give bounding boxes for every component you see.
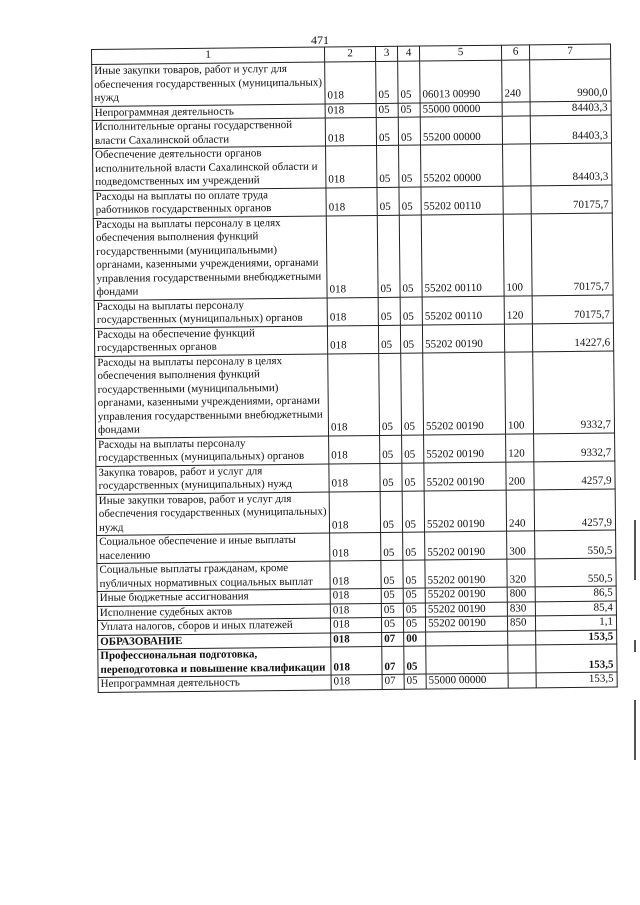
row-name-cell: Исполнение судебных актов xyxy=(97,604,330,621)
row-name-cell: Расходы на обеспечение функций государственных органов xyxy=(94,326,327,356)
row-c2-cell: 018 xyxy=(327,297,378,326)
row-c3-cell: 07 xyxy=(382,646,404,674)
row-name-cell: Обеспечение деятельности органов исполнительной власти Сахалинской области и подведомственных им учреждений xyxy=(93,146,326,190)
row-c6-cell: 300 xyxy=(507,531,535,559)
row-c2-cell: 018 xyxy=(325,118,376,147)
row-c5-cell: 55202 00190 xyxy=(425,587,507,602)
row-c7-cell: 84403,3 xyxy=(530,115,611,144)
row-c7-cell: 70175,7 xyxy=(531,213,613,296)
row-c4-cell: 00 xyxy=(404,632,426,647)
row-c5-cell xyxy=(426,631,508,646)
table-row xyxy=(92,59,611,106)
row-c2-cell: 018 xyxy=(326,146,377,188)
row-c5-cell: 55202 00190 xyxy=(423,352,506,435)
row-name-cell: Расходы на выплаты персоналу государственных (муниципальных) органов xyxy=(96,436,329,466)
row-c2-cell: 018 xyxy=(328,353,380,436)
row-c6-cell xyxy=(508,673,536,688)
row-c2-cell: 018 xyxy=(330,603,381,618)
row-c5-cell: 55202 00190 xyxy=(425,616,507,631)
row-c4-cell: 05 xyxy=(398,61,420,103)
row-name-cell: Закупка товаров, работ и услуг для государственных (муниципальных) нужд xyxy=(96,464,329,494)
row-c4-cell: 05 xyxy=(402,491,424,533)
row-c2-cell: 018 xyxy=(329,463,380,492)
row-c6-cell xyxy=(502,101,530,116)
scan-edge-mark xyxy=(634,700,636,760)
row-c7-cell: 9332,7 xyxy=(533,351,615,434)
row-c6-cell: 200 xyxy=(506,461,534,489)
row-c2-cell: 018 xyxy=(326,187,377,216)
row-c7-cell: 70175,7 xyxy=(532,295,613,324)
row-name-cell: Непрограммная деятельность xyxy=(98,675,331,692)
header-cell: 1 xyxy=(92,47,325,64)
row-c3-cell: 05 xyxy=(377,145,399,187)
row-c3-cell: 05 xyxy=(381,532,403,560)
row-c2-cell: 018 xyxy=(331,646,382,675)
row-c4-cell: 05 xyxy=(400,297,422,325)
scan-edge-mark xyxy=(634,640,636,652)
row-c7-cell: 9900,0 xyxy=(530,59,611,101)
row-c2-cell: 018 xyxy=(325,103,376,118)
row-c6-cell: 850 xyxy=(507,616,535,631)
row-c7-cell: 153,5 xyxy=(536,644,617,673)
row-c5-cell: 06013 00990 xyxy=(420,60,502,102)
row-c7-cell: 550,5 xyxy=(535,558,616,587)
row-name-cell: ОБРАЗОВАНИЕ xyxy=(98,633,331,650)
row-c3-cell: 05 xyxy=(376,61,398,103)
header-cell: 5 xyxy=(419,45,501,61)
row-c4-cell: 05 xyxy=(404,674,426,689)
row-c4-cell: 05 xyxy=(401,353,424,435)
row-c7-cell: 70175,7 xyxy=(531,185,612,214)
row-c6-cell: 120 xyxy=(506,433,534,461)
row-c5-cell: 55202 00190 xyxy=(422,324,504,353)
row-name-cell: Расходы на выплаты персоналу в целях обеспечения выполнения функций государственными (муниципальными) органами, казенными учреждениями, органами управления государственными внебюджетными фондами xyxy=(95,354,329,438)
table-row xyxy=(93,213,613,300)
row-c5-cell: 55202 00190 xyxy=(425,559,507,588)
page-number: 471 xyxy=(311,33,329,47)
row-c7-cell: 85,4 xyxy=(535,601,616,616)
row-c2-cell: 018 xyxy=(330,532,381,561)
row-c2-cell: 018 xyxy=(325,62,376,104)
row-name-cell: Исполнительные органы государственной власти Сахалинской области xyxy=(92,118,325,148)
row-c5-cell: 55202 00110 xyxy=(421,186,503,215)
row-c4-cell: 05 xyxy=(399,215,422,297)
row-name-cell: Непрограммная деятельность xyxy=(92,104,325,121)
row-c5-cell: 55202 00190 xyxy=(424,490,506,532)
budget-table xyxy=(91,44,618,693)
row-c4-cell: 05 xyxy=(398,117,420,145)
header-cell: 7 xyxy=(529,44,610,60)
row-c5-cell: 55000 00000 xyxy=(420,102,502,117)
header-cell: 3 xyxy=(375,46,397,61)
row-c4-cell: 05 xyxy=(403,588,425,603)
row-c4-cell: 05 xyxy=(403,560,425,588)
row-c6-cell: 100 xyxy=(505,351,534,433)
row-c4-cell: 05 xyxy=(403,532,425,560)
row-c5-cell: 55202 00190 xyxy=(425,602,507,617)
row-c7-cell: 550,5 xyxy=(535,530,616,559)
row-c5-cell xyxy=(426,645,508,674)
row-c2-cell: 018 xyxy=(329,491,380,533)
row-c2-cell: 018 xyxy=(329,435,380,464)
row-c3-cell: 05 xyxy=(381,560,403,588)
row-c7-cell: 4257,9 xyxy=(534,461,615,490)
row-c5-cell: 55200 00000 xyxy=(420,116,502,145)
row-c5-cell: 55202 00190 xyxy=(424,434,506,463)
row-c5-cell: 55202 00190 xyxy=(424,462,506,491)
row-c6-cell: 240 xyxy=(502,60,530,102)
row-c7-cell: 153,5 xyxy=(536,672,617,687)
row-c3-cell: 05 xyxy=(376,117,398,145)
row-name-cell: Социальные выплаты гражданам, кроме публичных нормативных социальных выплат xyxy=(97,561,330,591)
row-c3-cell: 05 xyxy=(377,187,399,215)
row-c7-cell: 9332,7 xyxy=(534,433,615,462)
row-c6-cell: 100 xyxy=(503,213,532,295)
row-c2-cell: 018 xyxy=(331,632,382,647)
row-c2-cell: 018 xyxy=(330,560,381,589)
header-cell: 2 xyxy=(324,47,375,63)
row-c6-cell xyxy=(503,144,531,186)
row-c6-cell xyxy=(503,185,531,213)
row-c4-cell: 05 xyxy=(404,646,426,674)
row-c3-cell: 05 xyxy=(377,215,400,297)
row-c3-cell: 05 xyxy=(380,463,402,491)
scan-edge-mark xyxy=(634,520,636,580)
row-c5-cell: 55202 00190 xyxy=(425,531,507,560)
row-c4-cell: 05 xyxy=(403,617,425,632)
row-c3-cell: 05 xyxy=(381,603,403,618)
row-c7-cell: 84403,3 xyxy=(531,143,612,185)
row-name-cell: Социальное обеспечение и иные выплаты населению xyxy=(97,533,330,563)
row-c4-cell: 05 xyxy=(399,187,421,215)
row-c4-cell: 05 xyxy=(400,325,422,353)
row-name-cell: Расходы на выплаты по оплате труда работников государственных органов xyxy=(93,188,326,218)
row-c2-cell: 018 xyxy=(327,325,378,354)
row-c3-cell: 07 xyxy=(382,632,404,647)
row-c5-cell: 55202 00110 xyxy=(422,296,504,325)
row-c3-cell: 07 xyxy=(382,674,404,689)
row-c4-cell: 05 xyxy=(399,145,421,187)
row-c6-cell: 800 xyxy=(507,587,535,602)
row-c7-cell: 153,5 xyxy=(536,630,617,645)
row-c3-cell: 05 xyxy=(381,588,403,603)
row-c4-cell: 05 xyxy=(402,435,424,463)
row-c7-cell: 84403,3 xyxy=(530,101,611,116)
row-c7-cell: 14227,6 xyxy=(532,323,613,352)
header-cell: 4 xyxy=(397,46,419,61)
row-name-cell: Профессиональная подготовка, переподготовка и повышение квалификации xyxy=(98,647,331,677)
row-c6-cell xyxy=(508,630,536,645)
row-c5-cell: 55202 00000 xyxy=(421,144,503,186)
row-name-cell: Расходы на выплаты персоналу в целях обеспечения выполнения функций государственными (муниципальными) органами, казенными учреждениями, органами управления государственными внебюджетными фондами xyxy=(93,216,327,300)
row-c4-cell: 05 xyxy=(402,463,424,491)
row-c3-cell: 05 xyxy=(376,103,398,118)
row-c3-cell: 05 xyxy=(378,297,400,325)
row-c3-cell: 05 xyxy=(380,435,402,463)
row-name-cell: Расходы на выплаты персоналу государственных (муниципальных) органов xyxy=(94,298,327,328)
row-c3-cell: 05 xyxy=(380,491,402,533)
row-c2-cell: 018 xyxy=(326,215,378,298)
header-cell: 6 xyxy=(501,45,529,60)
row-c4-cell: 05 xyxy=(403,603,425,618)
row-c2-cell: 018 xyxy=(330,617,381,632)
row-c6-cell: 830 xyxy=(507,601,535,616)
row-c4-cell: 05 xyxy=(398,103,420,118)
row-name-cell: Уплата налогов, сборов и иных платежей xyxy=(97,618,330,635)
table-row xyxy=(96,489,615,536)
row-c2-cell: 018 xyxy=(330,588,381,603)
row-c7-cell: 86,5 xyxy=(535,586,616,601)
table-row xyxy=(95,351,615,438)
table-row xyxy=(93,143,612,190)
row-c3-cell: 05 xyxy=(378,325,400,353)
row-c2-cell: 018 xyxy=(331,674,382,689)
row-name-cell: Иные бюджетные ассигнования xyxy=(97,589,330,606)
row-name-cell: Иные закупки товаров, работ и услуг для обеспечения государственных (муниципальных) нужд xyxy=(96,492,329,536)
row-c7-cell: 1,1 xyxy=(535,615,616,630)
row-c6-cell xyxy=(502,116,530,144)
row-name-cell: Иные закупки товаров, работ и услуг для обеспечения государственных (муниципальных) нужд xyxy=(92,62,325,106)
row-c5-cell: 55202 00110 xyxy=(421,214,504,297)
row-c6-cell: 320 xyxy=(507,559,535,587)
row-c7-cell: 4257,9 xyxy=(534,489,615,531)
row-c6-cell xyxy=(504,323,532,351)
row-c3-cell: 05 xyxy=(381,617,403,632)
row-c6-cell: 120 xyxy=(504,295,532,323)
row-c5-cell: 55000 00000 xyxy=(426,673,508,688)
row-c6-cell: 240 xyxy=(506,489,534,531)
row-c3-cell: 05 xyxy=(379,353,402,435)
row-c6-cell xyxy=(508,645,536,673)
